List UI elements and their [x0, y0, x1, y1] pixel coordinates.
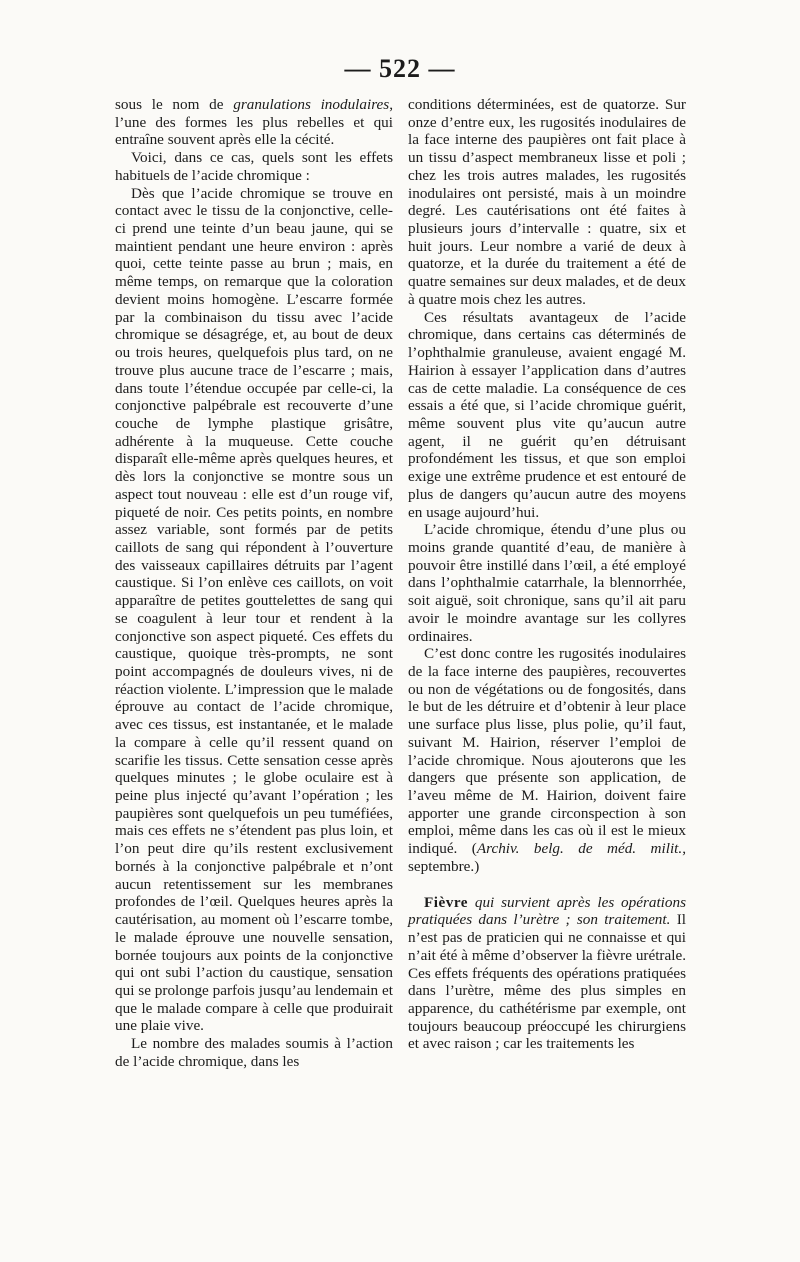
paragraph: Ces résultats avantageux de l’acide chromique, dans certains cas déterminés de l’ophthalmie granuleuse, avaient engagé M. Hairion à essayer l’application dans d’autres cas de cette maladie. La conséquence de ces essais a été que, si l’acide chromique guérit, même souvent plus vite qu’aucun autre agent, il ne guérit qu’en détruisant profondément les tissus, et que son emploi exige une extrême prudence et est entouré de plus de dangers qu’aucun autre des moyens en usage aujourd’hui. [408, 308, 686, 521]
italic-term: granulations inodulaires [233, 96, 390, 113]
right-column [408, 96, 686, 1053]
paragraph: Voici, dans ce cas, quels sont les effets habituels de l’acide chromique : [115, 149, 393, 184]
paragraph [408, 894, 686, 1053]
section-subtitle: qui survient après les opérations pratiquées dans l’urètre ; son traitement. [408, 893, 686, 929]
paragraph: conditions déterminées, est de quatorze. Sur onze d’entre eux, les rugosités inodulaires de la face interne des paupières ont fait place à un tissu d’aspect membraneux lisse et poli ; chez les trois autres malades, les rugosités inodulaires ont persisté, mais à un moindre degré. Les cautérisations ont été faites à plusieurs jours d’intervalle : quatre, six et huit jours. Leur nombre a varié de deux à quatorze, et la durée du traitement a été de quatre semaines sur deux malades, et de deux à quatre mois chez les autres. [408, 96, 686, 308]
paragraph: Le nombre des malades soumis à l’action de l’acide chromique, dans les [115, 1035, 393, 1070]
paragraph: L’acide chromique, étendu d’une plus ou moins grande quantité d’eau, de manière à pouvoir être instillé dans l’œil, a été employé dans l’ophthalmie catarrhale, la blennorrhée, soit aiguë, soit chronique, sans qu’il ait paru avoir le moindre avantage sur les collyres ordinaires. [408, 521, 686, 645]
paragraph: Dès que l’acide chromique se trouve en contact avec le tissu de la conjonctive, celle-ci prend une teinte d’un beau jaune, qui se maintient pendant une heure environ : après quoi, cette teinte passe au brun ; mais, en même temps, on remarque que la coloration devient moins homogène. L’escarre formée par la combinaison du tissu avec l’acide chromique se désagrége, et, au bout de deux ou trois heures, quelquefois plus tard, on ne trouve plus aucune trace de l’escarre ; mais, dans toute l’étendue occupée par celle-ci, la conjonctive palpébrale est recouverte d’une couche de lymphe plastique grisâtre, adhérente à la muqueuse. Cette couche disparaît elle-même après quelques heures, et dès lors la conjonctive se montre sous un aspect tout nouveau : elle est d’un rouge vif, piqueté de noir. Ces petits points, en nombre assez variable, sont formés par de petits caillots de sang qui répondent à l’ouverture des vaisseaux capillaires détruits par l’agent caustique. Si l’on enlève ces caillots, on voit apparaître de petites gouttelettes de sang qui se coagulent à leur tour et rendent à la conjonctive son aspect piqueté. Ces effets du caustique, quoique très-prompts, ne sont point accompagnés de douleurs vives, ni de réaction violente. L’impression que le malade éprouve au contact de l’acide chromique, avec ces tissus, est instantanée, et le malade la compare à celle qu’il ressent quand on scarifie les tissus. Cette sensation cesse après quelques minutes ; le globe oculaire est à peine plus injecté qu’avant l’opération ; les paupières sont quelquefois un peu tuméfiées, mais ces effets ne s’étendent pas plus loin, et l’on peut dire qu’ils restent exclusivement bornés à la conjonctive palpébrale et n’ont aucun retentissement sur les membranes profondes de l’œil. Quelques heures après la cautérisation, au moment où l’escarre tombe, le malade éprouve une nouvelle sensation, bornée toujours aux points de la conjonctive qui ont subi l’action du caustique, sensation qui se prolonge parfois jusqu’au lendemain et que le malade compare à celle que produirait une plaie vive. [115, 184, 393, 1035]
page-number: — 522 — [344, 54, 456, 83]
paragraph: sous le nom de granulations inodulaires, l’une des formes les plus rebelles et qui entraîne souvent après elle la cécité. [115, 96, 394, 149]
section-heading: Fièvre [424, 893, 469, 911]
paragraph-text: , l’une des formes les plus rebelles et qui entraîne souvent après elle la cécité. [115, 96, 394, 149]
section-spacer [408, 876, 686, 894]
paragraph [408, 645, 686, 875]
paragraph-text: C’est donc contre les rugosités inodulaires de la face interne des paupières, recouvertes ou non de végétations ou de fongosités, dans le but de les détruire et d’obtenir à leur place une surface plus lisse, plus polie, qu’il faut, suivant M. Hairion, réserver l’emploi de l’acide chromique. Nous ajouterons que les dangers que présente son application, de l’aveu même de M. Hairion, doivent faire apporter une grande circonspection à son emploi, même dans les cas où il est le mieux indiqué. ( [408, 645, 686, 858]
paragraph-text: , septembre.) [408, 840, 686, 875]
left-column [115, 96, 393, 1071]
source-citation: Archiv. belg. de méd. milit. [476, 840, 683, 858]
paragraph-text: Il n’est pas de praticien qui ne connaisse et qui n’ait été à même d’observer la fièvre urétrale. Ces effets fréquents des opérations pratiquées dans l’urètre, même des plus simples en apparence, du cathétérisme par exemple, ont toujours beaucoup préoccupé les chirurgiens et avec raison ; car les traitements les [408, 911, 686, 1053]
